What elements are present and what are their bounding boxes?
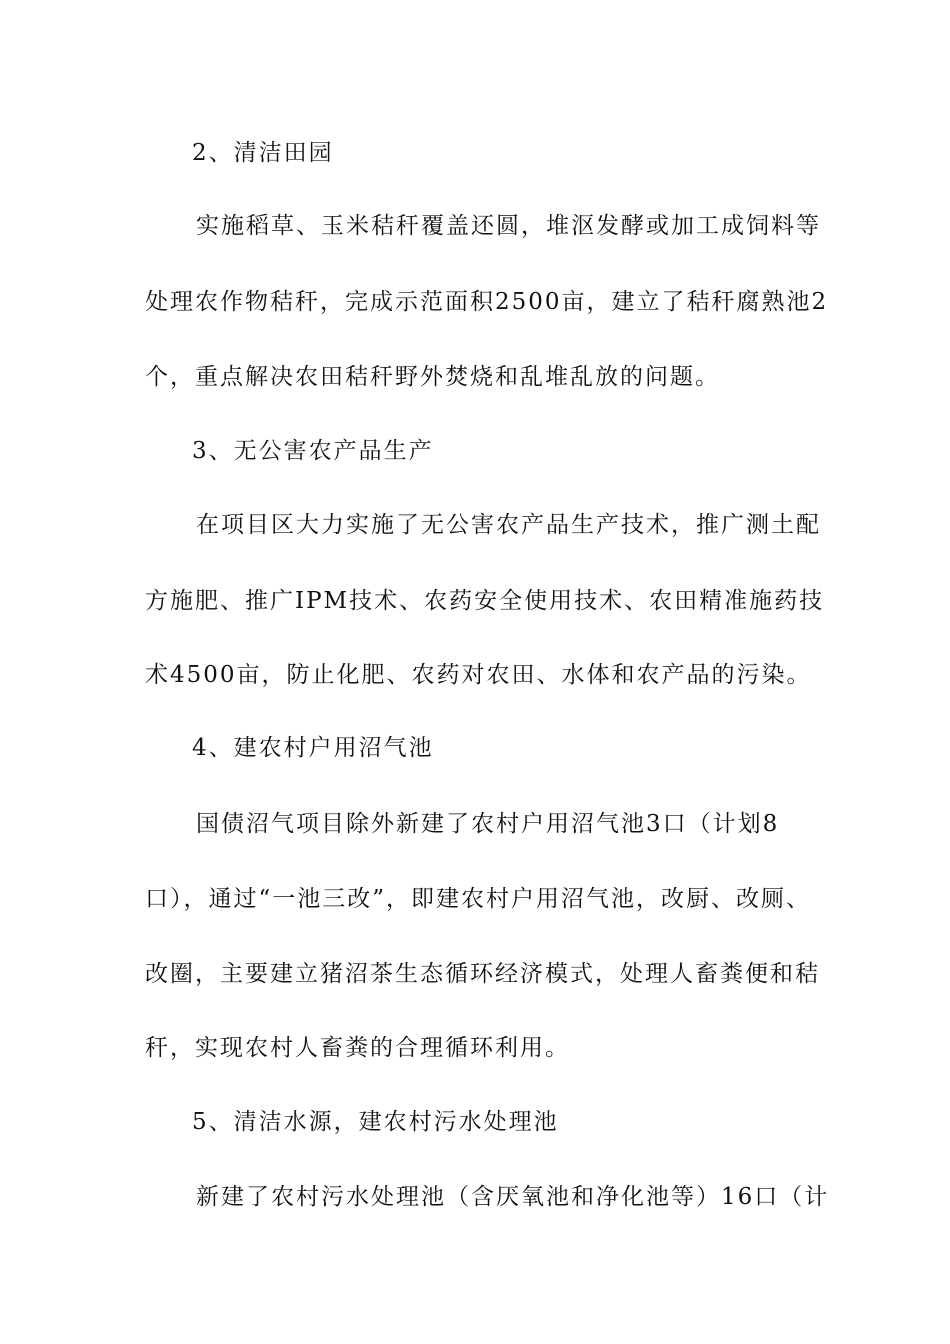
paragraph-line: 实施稻草、玉米秸秆覆盖还圆，堆沤发酵或加工成饲料等 xyxy=(196,213,821,239)
paragraph-line: 处理农作物秸秆，完成示范面积2500亩，建立了秸秆腐熟池2 xyxy=(145,289,829,315)
paragraph-line: 秆，实现农村人畜粪的合理循环利用。 xyxy=(145,1035,570,1061)
section-heading-4: 4、建农村户用沼气池 xyxy=(192,735,434,761)
section-heading-3: 3、无公害农产品生产 xyxy=(192,438,434,464)
paragraph-line: 个，重点解决农田秸秆野外焚烧和乱堆乱放的问题。 xyxy=(145,364,720,390)
section-heading-2: 2、清洁田园 xyxy=(192,140,334,166)
paragraph-line: 在项目区大力实施了无公害农产品生产技术，推广测土配 xyxy=(196,512,821,538)
paragraph-line: 术4500亩，防止化肥、农药对农田、水体和农产品的污染。 xyxy=(145,662,812,688)
paragraph-line: 方施肥、推广IPM技术、农药安全使用技术、农田精准施药技 xyxy=(145,588,825,614)
paragraph-line: 改圈，主要建立猪沼茶生态循环经济模式，处理人畜粪便和秸 xyxy=(145,961,820,987)
section-heading-5: 5、清洁水源，建农村污水处理池 xyxy=(192,1109,559,1135)
paragraph-line: 国债沼气项目除外新建了农村户用沼气池3口（计划8 xyxy=(196,811,780,837)
paragraph-line: 口），通过“一池三改”，即建农村户用沼气池，改厨、改厕、 xyxy=(145,886,812,912)
paragraph-line: 新建了农村污水处理池（含厌氧池和净化池等）16口（计 xyxy=(196,1184,830,1210)
